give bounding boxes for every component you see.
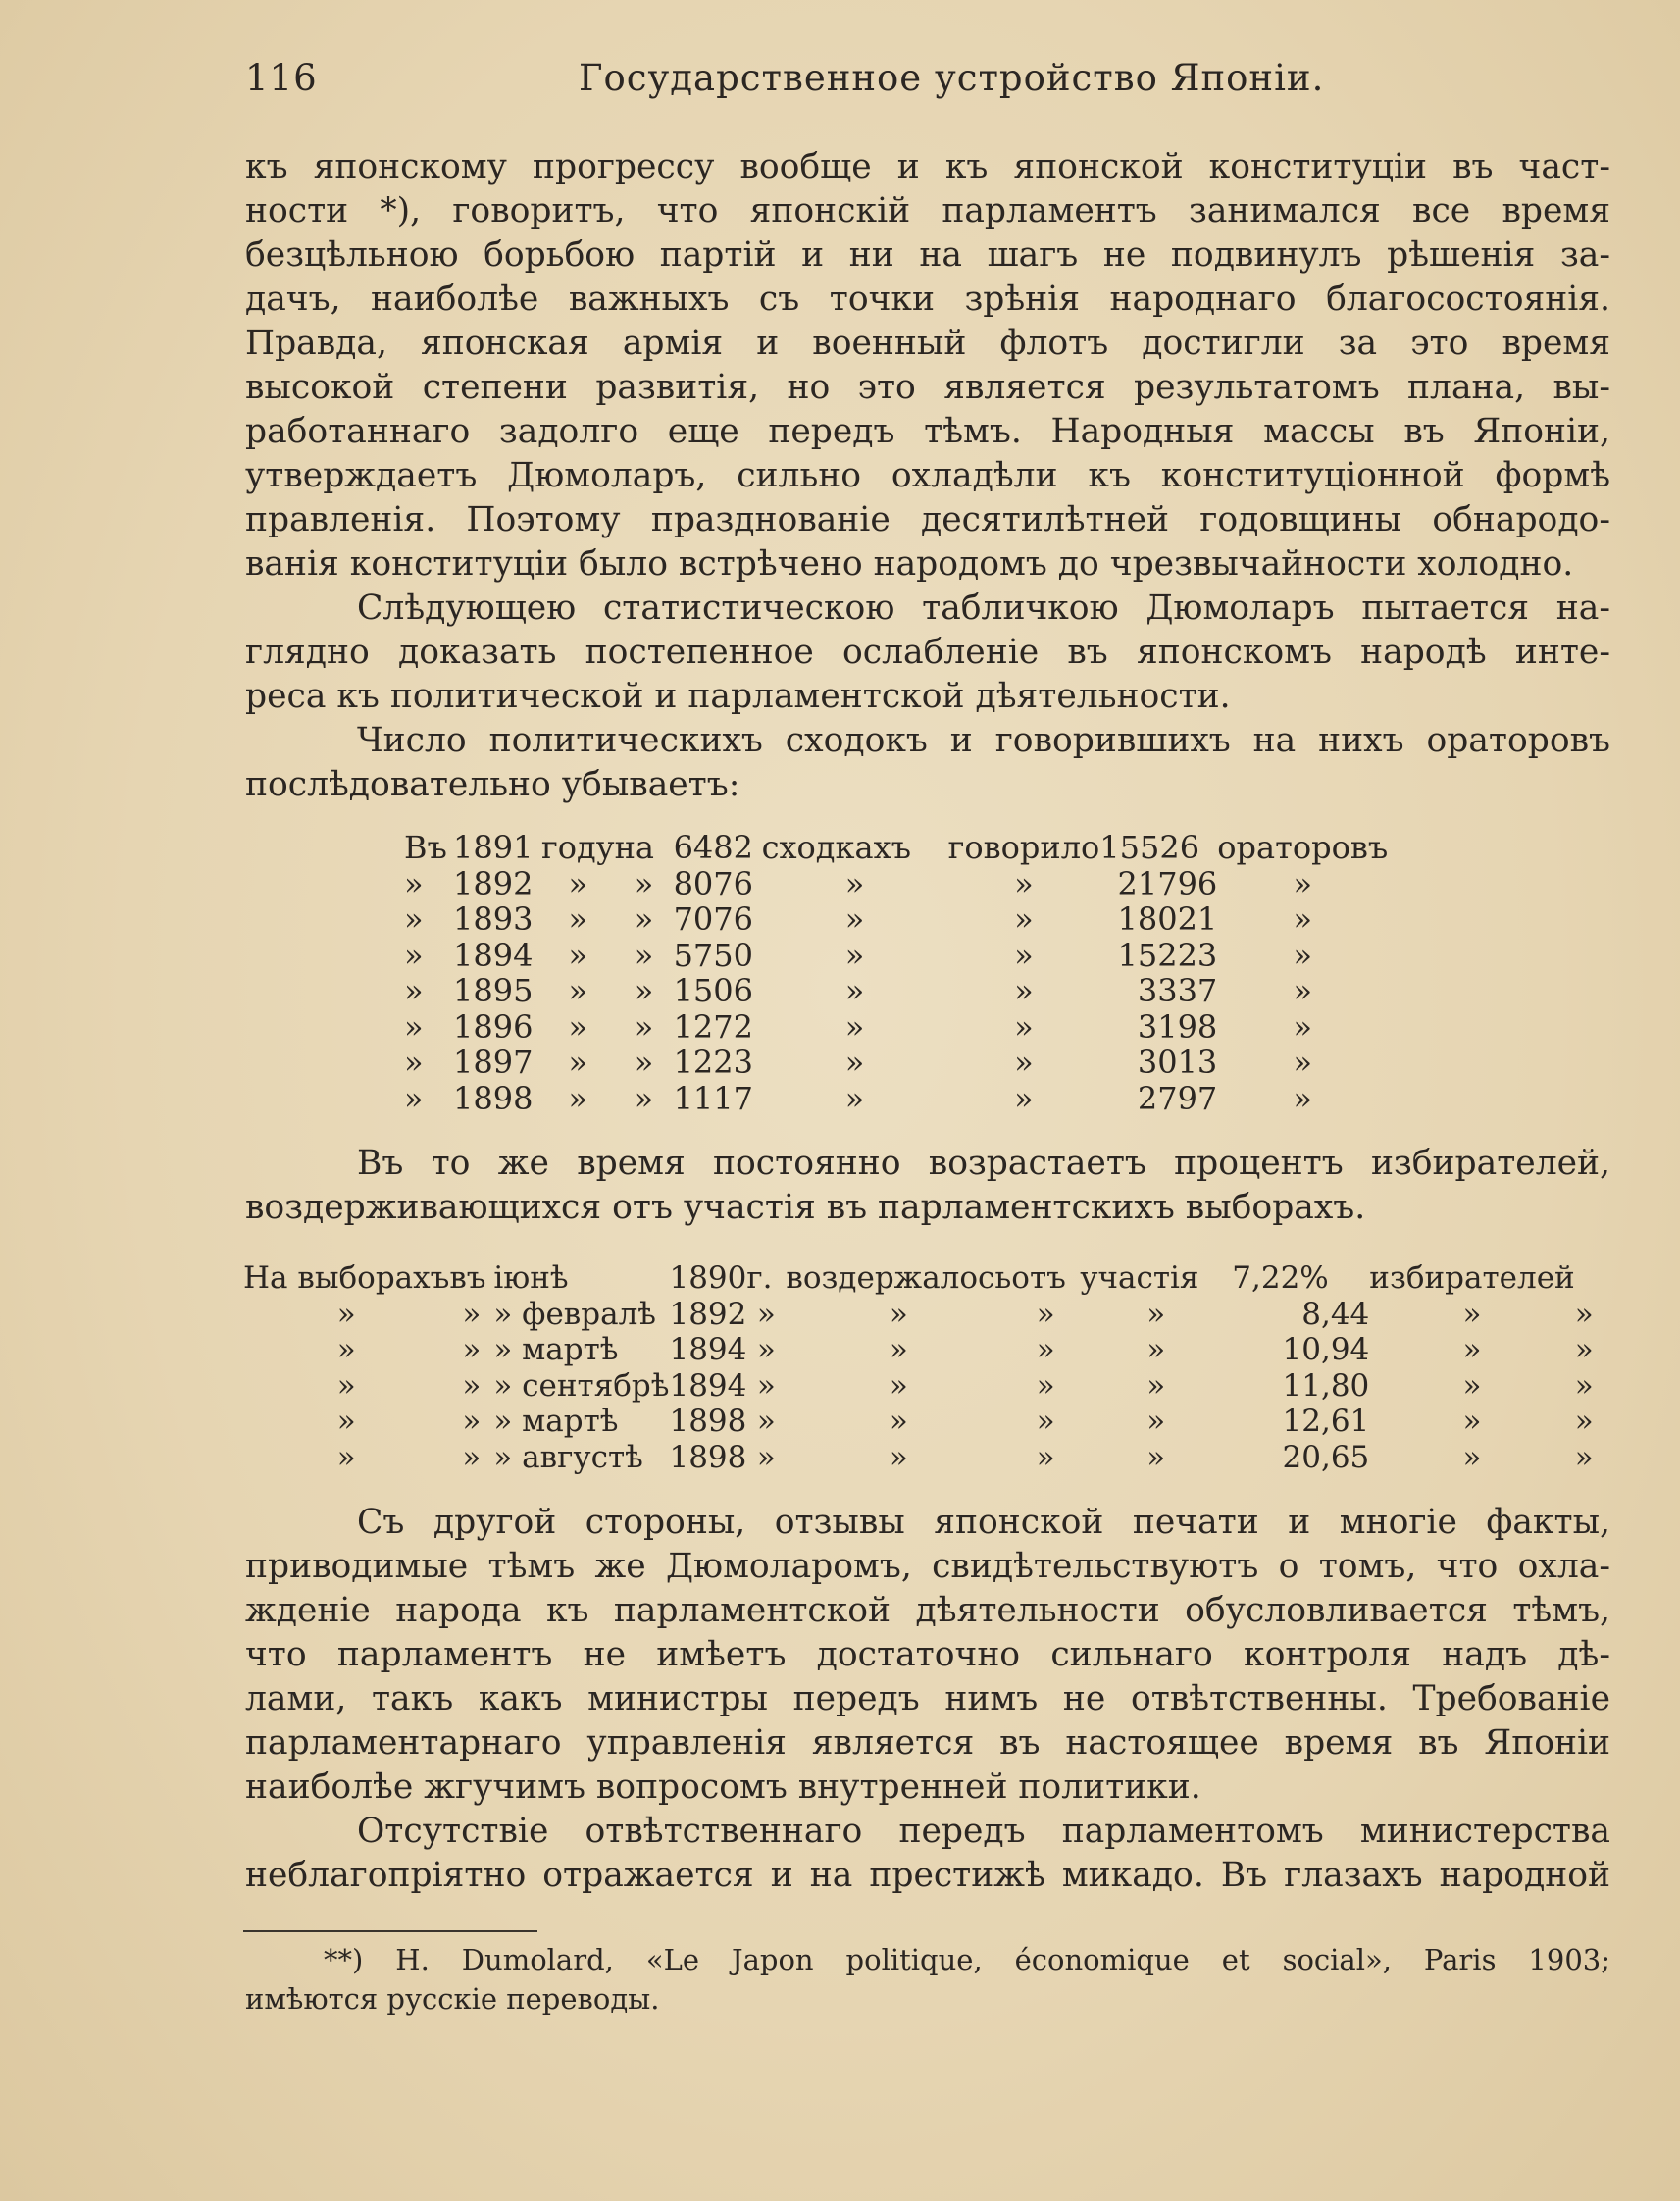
paragraph-2 xyxy=(245,587,1610,719)
table-row xyxy=(243,1260,1594,1297)
table-cell: » xyxy=(1293,936,1313,974)
table-cell: » xyxy=(1014,864,1034,902)
table-cell: » xyxy=(756,1332,776,1367)
table-cell: » августѣ xyxy=(493,1439,643,1475)
table-cell: » xyxy=(1462,1296,1482,1332)
table-cell: отъ xyxy=(1011,1260,1066,1296)
meetings-statistics-table xyxy=(404,830,1388,1116)
table-cell: » xyxy=(404,900,424,938)
table-cell: 3337 xyxy=(1137,972,1218,1009)
text-line: работаннаго задолго еще передъ тѣмъ. Народныя массы въ Японіи, xyxy=(245,412,1610,451)
table-cell: » xyxy=(844,1044,865,1081)
table-cell: » xyxy=(1293,900,1313,938)
text-line: къ японскому прогрессу вообще и къ японской конституціи въ част- xyxy=(245,147,1610,186)
table-cell: » xyxy=(404,1079,424,1117)
table-cell: » xyxy=(462,1367,482,1404)
table-cell: » xyxy=(634,972,654,1009)
table-cell: » xyxy=(1462,1404,1482,1439)
footnote-divider xyxy=(243,1930,537,1932)
table-cell: 1892 xyxy=(669,1296,747,1332)
table-cell: » xyxy=(844,900,865,938)
table-cell: » xyxy=(1014,900,1034,938)
running-title: Государственное устройство Японіи. xyxy=(579,57,1325,99)
paragraph-4 xyxy=(245,1142,1610,1230)
abstention-statistics-table xyxy=(243,1260,1594,1475)
table-cell: году xyxy=(541,829,615,866)
table-cell: участія xyxy=(1080,1260,1199,1296)
table-cell: » xyxy=(404,864,424,902)
table-cell: » xyxy=(1462,1332,1482,1367)
table-cell: 8,44 xyxy=(1301,1296,1370,1332)
table-row xyxy=(404,901,1388,938)
table-row xyxy=(243,1368,1594,1405)
table-cell: » xyxy=(462,1404,482,1439)
table-cell: » xyxy=(1293,1079,1313,1117)
table-cell: » xyxy=(568,900,588,938)
text-line: что парламентъ не имѣетъ достаточно сильнаго контроля надъ дѣ- xyxy=(245,1635,1610,1674)
table-cell: » xyxy=(336,1296,356,1332)
table-cell: » xyxy=(1036,1332,1055,1367)
text-line: лами, такъ какъ министры передъ нимъ не отвѣтственны. Требованіе xyxy=(245,1679,1610,1718)
table-cell: 6482 xyxy=(673,829,753,866)
table-cell: » xyxy=(889,1404,908,1439)
text-line: Слѣдующею статистическою табличкою Дюмоларъ пытается на- xyxy=(357,589,1610,628)
text-line: ности *), говоритъ, что японскій парламентъ занимался все время xyxy=(245,191,1610,230)
table-cell: говорило xyxy=(947,829,1100,866)
table-cell: » xyxy=(462,1439,482,1475)
footnote-line: имѣются русскіе переводы. xyxy=(245,1982,660,2016)
table-cell: » xyxy=(1146,1439,1166,1475)
table-cell: » xyxy=(568,1044,588,1081)
footnote xyxy=(245,1940,1610,2019)
table-row xyxy=(404,1009,1388,1046)
table-cell: » xyxy=(568,1079,588,1117)
table-cell: » xyxy=(889,1367,908,1404)
text-line: парламентарнаго управленія является въ настоящее время въ Японіи xyxy=(245,1723,1610,1763)
table-cell: » xyxy=(844,864,865,902)
table-cell: » xyxy=(1293,864,1313,902)
table-cell: 1892 xyxy=(453,864,534,902)
table-cell: » xyxy=(1146,1404,1166,1439)
table-row xyxy=(404,938,1388,974)
table-cell: » xyxy=(634,1044,654,1081)
table-cell: » xyxy=(1293,1044,1313,1081)
table-cell: 1898 xyxy=(669,1439,747,1475)
table-cell: 1898 xyxy=(453,1079,534,1117)
table-cell: 20,65 xyxy=(1282,1439,1370,1475)
table-cell: » xyxy=(336,1439,356,1475)
table-cell: » xyxy=(568,1007,588,1046)
text-line: дачъ, наиболѣе важныхъ съ точки зрѣнія народнаго благосостоянія. xyxy=(245,280,1610,319)
text-line: жденіе народа къ парламентской дѣятельности обусловливается тѣмъ, xyxy=(245,1591,1610,1630)
table-cell: » xyxy=(844,1007,865,1046)
text-line: Число политическихъ сходокъ и говорившихъ на нихъ ораторовъ xyxy=(357,721,1610,760)
table-cell: 21796 xyxy=(1117,864,1218,902)
table-row xyxy=(404,830,1388,866)
text-line: реса къ политической и парламентской дѣятельности. xyxy=(245,677,1231,716)
text-line: Въ то же время постоянно возрастаетъ процентъ избирателей, xyxy=(357,1144,1610,1183)
table-row xyxy=(404,1081,1388,1117)
table-cell: » xyxy=(844,1079,865,1117)
table-cell: » xyxy=(404,1044,424,1081)
table-cell: на xyxy=(614,829,654,866)
table-cell: » xyxy=(756,1296,776,1332)
table-cell: Въ xyxy=(404,829,447,866)
table-cell: сходкахъ xyxy=(761,829,911,866)
text-line: ванія конституціи было встрѣчено народомъ до чрезвычайности холодно. xyxy=(245,544,1574,584)
table-cell: » xyxy=(404,936,424,974)
table-cell: » xyxy=(889,1296,908,1332)
table-cell: 3198 xyxy=(1137,1007,1218,1046)
table-cell: » xyxy=(634,900,654,938)
table-cell: 2797 xyxy=(1137,1079,1218,1117)
table-cell: » xyxy=(1014,1044,1034,1081)
table-cell: 1117 xyxy=(673,1079,753,1117)
text-line: высокой степени развитія, но это является результатомъ плана, вы- xyxy=(245,368,1610,407)
table-cell: » xyxy=(1574,1296,1594,1332)
table-cell: » xyxy=(1293,972,1313,1009)
table-cell: 8076 xyxy=(673,864,753,902)
table-cell: » xyxy=(634,936,654,974)
paragraph-3 xyxy=(245,719,1610,807)
table-cell: 1890 xyxy=(669,1260,747,1296)
table-cell: 18021 xyxy=(1117,900,1218,938)
table-cell: » xyxy=(1574,1404,1594,1439)
text-line: наиболѣе жгучимъ вопросомъ внутренней политики. xyxy=(245,1767,1201,1807)
table-cell: » xyxy=(1462,1367,1482,1404)
table-cell: 12,61 xyxy=(1282,1404,1370,1439)
table-row xyxy=(404,866,1388,902)
footnote-line: **) H. Dumolard, «Le Japon politique, économique et social», Paris 1903; xyxy=(324,1943,1610,1976)
table-cell: » xyxy=(756,1404,776,1439)
text-line: Отсутствіе отвѣтственнаго передъ парламентомъ министерства xyxy=(357,1812,1610,1851)
table-cell: 1894 xyxy=(453,936,534,974)
table-cell: » xyxy=(1574,1332,1594,1367)
table-cell: » xyxy=(1014,936,1034,974)
page-header xyxy=(245,57,1618,116)
table-cell: » xyxy=(1574,1439,1594,1475)
paragraphs-5-6 xyxy=(245,1501,1610,1898)
table-cell: 1894 xyxy=(669,1332,747,1367)
table-cell: іюнѣ xyxy=(493,1260,569,1296)
table-cell: На выборахъ xyxy=(243,1260,450,1296)
table-cell: » xyxy=(568,936,588,974)
table-cell: 15526 xyxy=(1099,829,1200,866)
table-cell: въ xyxy=(449,1260,486,1296)
table-cell: » xyxy=(1574,1367,1594,1404)
paragraph-1 xyxy=(245,145,1610,587)
table-cell: » мартѣ xyxy=(493,1332,619,1367)
table-cell: ораторовъ xyxy=(1217,829,1389,866)
table-cell: » сентябрѣ xyxy=(493,1367,670,1404)
table-cell: 1891 xyxy=(453,829,534,866)
table-cell: 1898 xyxy=(669,1404,747,1439)
table-row xyxy=(404,973,1388,1009)
table-cell: » xyxy=(1036,1439,1055,1475)
table-row xyxy=(243,1440,1594,1476)
table-cell: » xyxy=(1462,1439,1482,1475)
table-cell: » xyxy=(1014,972,1034,1009)
table-cell: 7,22% xyxy=(1232,1260,1329,1296)
text-line: безцѣльною борьбою партій и ни на шагъ не подвинулъ рѣшенія за- xyxy=(245,235,1610,275)
table-cell: 3013 xyxy=(1137,1044,1218,1081)
table-cell: » февралѣ xyxy=(493,1296,656,1332)
table-row xyxy=(404,1045,1388,1081)
table-cell: » xyxy=(756,1367,776,1404)
table-cell: » xyxy=(568,864,588,902)
table-cell: избирателей xyxy=(1369,1260,1575,1296)
table-row xyxy=(243,1404,1594,1440)
table-cell: » xyxy=(889,1439,908,1475)
table-cell: » xyxy=(889,1332,908,1367)
table-cell: » xyxy=(336,1404,356,1439)
table-cell: 11,80 xyxy=(1282,1367,1370,1404)
table-cell: 1893 xyxy=(453,900,534,938)
main-text xyxy=(245,145,1610,807)
page-number: 116 xyxy=(245,57,318,99)
text-line: воздерживающихся отъ участія въ парламентскихъ выборахъ. xyxy=(245,1188,1366,1227)
table-cell: » xyxy=(634,864,654,902)
table-cell: 1897 xyxy=(453,1044,534,1081)
table-cell: » xyxy=(404,972,424,1009)
table-cell: » xyxy=(1293,1007,1313,1046)
table-cell: 1895 xyxy=(453,972,534,1009)
table-cell: » xyxy=(844,936,865,974)
text-line: правленія. Поэтому празднованіе десятилѣтней годовщины обнародо- xyxy=(245,500,1610,539)
table-cell: » xyxy=(1014,1079,1034,1117)
table-cell: » xyxy=(404,1007,424,1046)
text-line: неблагопріятно отражается и на престижѣ микадо. Въ глазахъ народной xyxy=(245,1856,1610,1895)
table-cell: » мартѣ xyxy=(493,1404,619,1439)
table-cell: 1506 xyxy=(673,972,753,1009)
table-cell: 1894 xyxy=(669,1367,747,1404)
table-cell: » xyxy=(634,1007,654,1046)
table-cell: » xyxy=(336,1332,356,1367)
table-cell: 15223 xyxy=(1117,936,1218,974)
table-row xyxy=(243,1297,1594,1333)
table-cell: 10,94 xyxy=(1282,1332,1370,1367)
table-cell: » xyxy=(568,972,588,1009)
table-cell: » xyxy=(756,1439,776,1475)
table-cell: » xyxy=(1014,1007,1034,1046)
table-cell: » xyxy=(634,1079,654,1117)
table-cell: воздержалось xyxy=(786,1260,1012,1296)
table-row xyxy=(243,1332,1594,1368)
text-line: Съ другой стороны, отзывы японской печати и многіе факты, xyxy=(357,1503,1610,1542)
table-cell: 1272 xyxy=(673,1007,753,1046)
table-cell: » xyxy=(844,972,865,1009)
table-cell: » xyxy=(336,1367,356,1404)
table-cell: 7076 xyxy=(673,900,753,938)
table-cell: 5750 xyxy=(673,936,753,974)
table-cell: » xyxy=(462,1296,482,1332)
text-line: приводимые тѣмъ же Дюмоларомъ, свидѣтельствуютъ о томъ, что охла- xyxy=(245,1547,1610,1586)
text-line: Правда, японская армія и военный флотъ достигли за это время xyxy=(245,324,1610,363)
table-cell: г. xyxy=(746,1260,773,1296)
table-cell: 1223 xyxy=(673,1044,753,1081)
table-cell: » xyxy=(1146,1296,1166,1332)
table-cell: » xyxy=(1036,1404,1055,1439)
text-line: послѣдовательно убываетъ: xyxy=(245,765,740,804)
table-cell: » xyxy=(1146,1367,1166,1404)
table-cell: 1896 xyxy=(453,1007,534,1046)
table-cell: » xyxy=(1036,1296,1055,1332)
text-line: утверждаетъ Дюмоларъ, сильно охладѣли къ конституціонной формѣ xyxy=(245,456,1610,495)
text-line: глядно доказать постепенное ослабленіе въ японскомъ народѣ инте- xyxy=(245,633,1610,672)
table-cell: » xyxy=(1036,1367,1055,1404)
table-cell: » xyxy=(462,1332,482,1367)
table-cell: » xyxy=(1146,1332,1166,1367)
